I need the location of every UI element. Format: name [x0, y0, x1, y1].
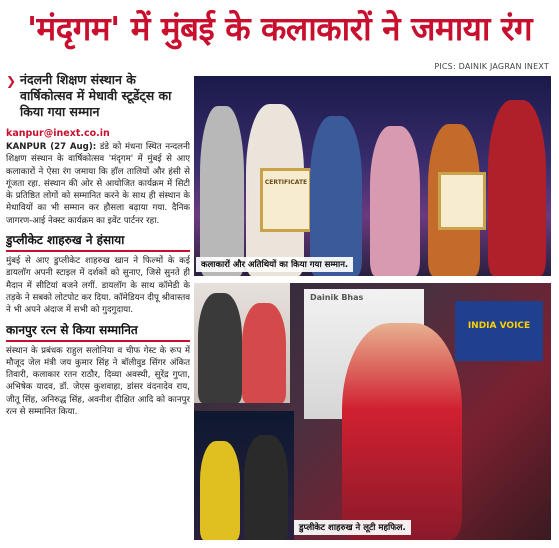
section-head-kanpur-ratna: कानपुर रत्न से किया सम्मानित	[6, 323, 190, 342]
award-ceremony-photo	[194, 76, 551, 276]
inset-photo-singers	[194, 411, 294, 540]
india-voice-label: INDIA VOICE	[467, 321, 531, 331]
top-photo-caption: कलाकारों और अतिथियों का किया गया सम्मान.	[196, 257, 353, 272]
inset-photo-duo	[194, 283, 290, 403]
person-figure	[310, 116, 362, 276]
certificate-frame	[260, 168, 312, 232]
person-figure	[198, 293, 242, 403]
performance-photo	[194, 283, 551, 540]
photo-credit: PICS: DAINIK JAGRAN INEXT	[434, 62, 549, 71]
reporter-email: kanpur@inext.co.in	[6, 128, 110, 139]
paragraph-1-text: डंडे को मंधना स्थित नन्दलनी शिक्षण संस्थान के वार्षिकोत्सव 'मंदृगम' में मुंबई से आए कलाकारों ने ऐसा रंग जमाया कि हॉल तालियों और हंसी से गूंजता रहा. संस्थान की ओर से आयोजित कार्यक्रम में सिटी के प्रतिष्ठित लोगों को सम्मानित करने के साथ ही संस्थान के मेधावियों का भी सम्मान कर हौसला बढ़ाया गया. दैनिक जागरण-आई नेक्स्ट कार्यक्रम का इवेंट पार्टनर रहा.	[6, 142, 190, 226]
person-figure	[242, 303, 286, 403]
arrow-bullet-icon: ❯	[6, 74, 17, 88]
article-paragraph-3: संस्थान के प्रबंधक राहुल सलोनिया व चीफ गेस्ट के रूप में मौजूद जेल मंत्री जय कुमार सिंह ने बॉलीवुड सिंगर अंकित तिवारी, कलाकार रतन राठौर, दिव्या अवस्थी, सुरेंद्र गुप्ता, अभिषेक यादव, डॉ. जेएस कुशवाहा, डांसर वंदनादेव राय, जीतू सिंह, अनिरुद्ध सिंह, अवनीश दीक्षित आदि को कानपुर रत्न से सम्मानित किया.	[6, 345, 190, 418]
section-head-duplicate-shahrukh: डुप्लीकेट शाहरुख ने हंसाया	[6, 233, 190, 252]
article-paragraph-1	[6, 141, 190, 227]
person-figure	[488, 100, 546, 276]
person-figure	[370, 126, 420, 276]
article-column	[6, 72, 190, 546]
headline: 'मंदृगम' में मुंबई के कलाकारों ने जमाया रंग	[26, 9, 533, 48]
article-paragraph-2: मुंबई से आए डुप्लीकेट शाहरुख खान ने फिल्मों के कई डायलॉग अपनी स्टाइल में दर्शकों को सुनाए, जिसे सुनते ही मैदान में सीटियां बजने लगीं. डायलॉग के साथ कॉमेडी के तड़के ने सबको लोटपोट कर दिया. कॉमेडियन दीपू श्रीवास्तव ने भी अपने अंदाज में सभी को गुदगुदाया.	[6, 256, 190, 316]
subhead-text: नंदलनी शिक्षण संस्थान के वार्षिकोत्सव में मेधावी स्टूडेंट्स का किया गया सम्मान	[20, 72, 172, 119]
sponsor-sign: Dainik Bhas	[310, 293, 364, 302]
person-figure	[200, 106, 244, 276]
dateline: KANPUR (27 Aug):	[6, 142, 97, 152]
india-voice-board	[455, 301, 543, 361]
child-performer-figure	[342, 323, 462, 540]
certificate-label: CERTIFICATE	[264, 179, 308, 186]
person-figure	[200, 441, 240, 540]
person-figure	[244, 435, 288, 540]
bottom-photo-caption: डुप्लीकेट शाहरुख ने लूटी महफिल.	[294, 520, 411, 535]
article-subhead	[6, 72, 190, 120]
certificate-frame	[438, 172, 486, 230]
